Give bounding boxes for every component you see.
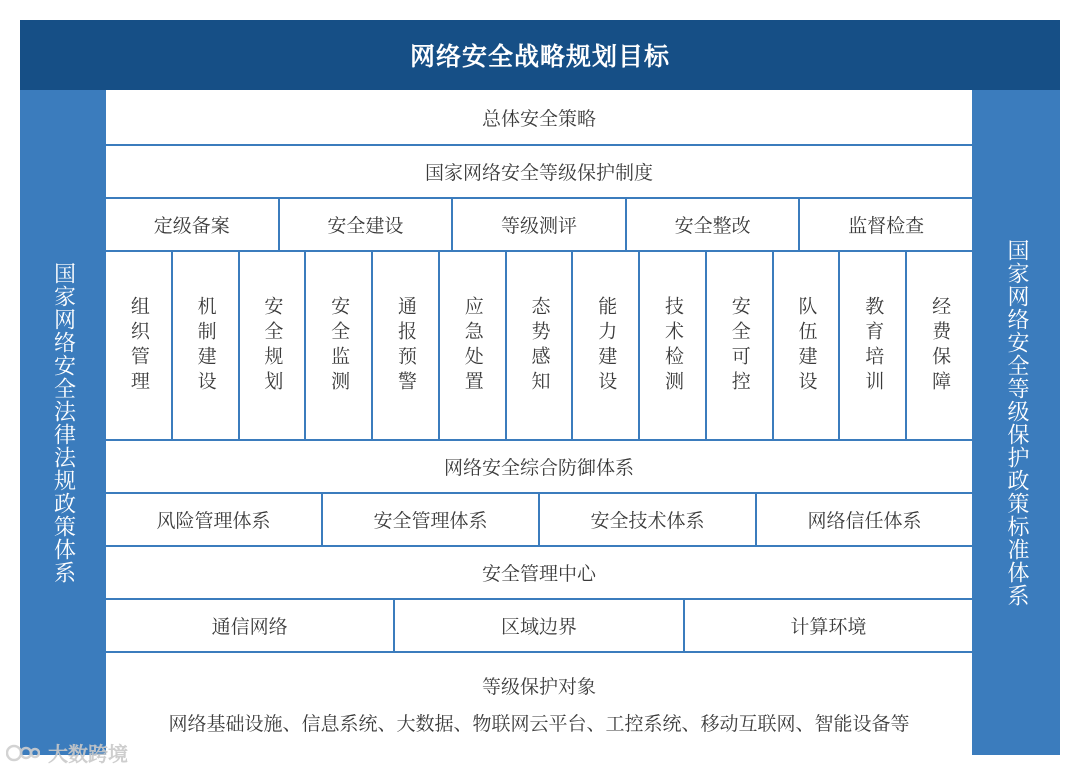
phase-cell: 安全建设 [278,199,452,250]
protection-objects [106,653,972,755]
measure-label: 教育培训 [862,295,885,396]
phase-cell: 定级备案 [153,215,230,237]
management-center-cell: 安全管理中心 [481,563,596,585]
measure-cell [838,252,905,439]
protection-system-cell: 国家网络安全等级保护制度 [424,162,653,184]
objects-list: 网络基础设施、信息系统、大数据、物联网云平台、工控系统、移动互联网、智能设备等 [168,713,910,735]
measure-cell [171,252,238,439]
measure-label: 队伍建设 [795,295,818,396]
measure-cell [505,252,572,439]
measure-cell [106,252,171,439]
measure-cell [304,252,371,439]
measure-cell [772,252,839,439]
measure-label: 能力建设 [595,295,618,396]
measure-label: 经费保障 [929,295,952,396]
measure-label: 安全规划 [261,295,284,396]
measure-label: 通报预警 [394,295,417,396]
objects-title: 等级保护对象 [481,676,596,698]
measure-cell [638,252,705,439]
watermark-logo-icon [6,741,40,765]
measure-label: 组织管理 [127,295,150,396]
area-cell: 计算环境 [683,600,972,651]
right-side-panel [973,90,1060,755]
measure-label: 机制建设 [194,295,217,396]
measures-row [106,252,972,441]
measure-cell [371,252,438,439]
diagram-content [106,90,972,755]
diagram-title: 网络安全战略规划目标 [20,20,1060,90]
subsystems-row [106,494,972,547]
measure-cell [705,252,772,439]
measure-cell [438,252,505,439]
measure-label: 应急处置 [461,295,484,396]
subsystem-cell: 安全技术体系 [538,494,755,545]
area-cell: 区域边界 [393,600,682,651]
subsystem-cell: 安全管理体系 [321,494,538,545]
defense-system-row [106,441,972,494]
measure-cell [905,252,972,439]
right-side-label: 国家网络安全等级保护政策标准体系 [1004,238,1029,607]
measure-label: 安全监测 [328,295,351,396]
phase-cell: 监督检查 [798,199,972,250]
measure-label: 态势感知 [528,295,551,396]
phases-row [106,199,972,252]
watermark-text: 大数跨境 [48,742,128,766]
measure-cell [238,252,305,439]
protection-system-row [106,146,972,199]
subsystem-cell: 网络信任体系 [755,494,972,545]
measure-label: 技术检测 [662,295,684,396]
area-cell: 通信网络 [211,616,288,638]
strategy-row [106,90,972,146]
phase-cell: 安全整改 [625,199,799,250]
left-side-panel [20,90,106,755]
management-center-row [106,547,972,600]
strategy-cell: 总体安全策略 [481,107,596,130]
subsystem-cell: 风险管理体系 [156,510,271,532]
measure-cell [571,252,638,439]
left-side-label: 国家网络安全法律法规政策体系 [50,261,76,584]
watermark [6,738,128,767]
measure-label: 安全可控 [728,295,751,396]
phase-cell: 等级测评 [451,199,625,250]
defense-system-cell: 网络安全综合防御体系 [443,457,634,479]
areas-row [106,600,972,653]
